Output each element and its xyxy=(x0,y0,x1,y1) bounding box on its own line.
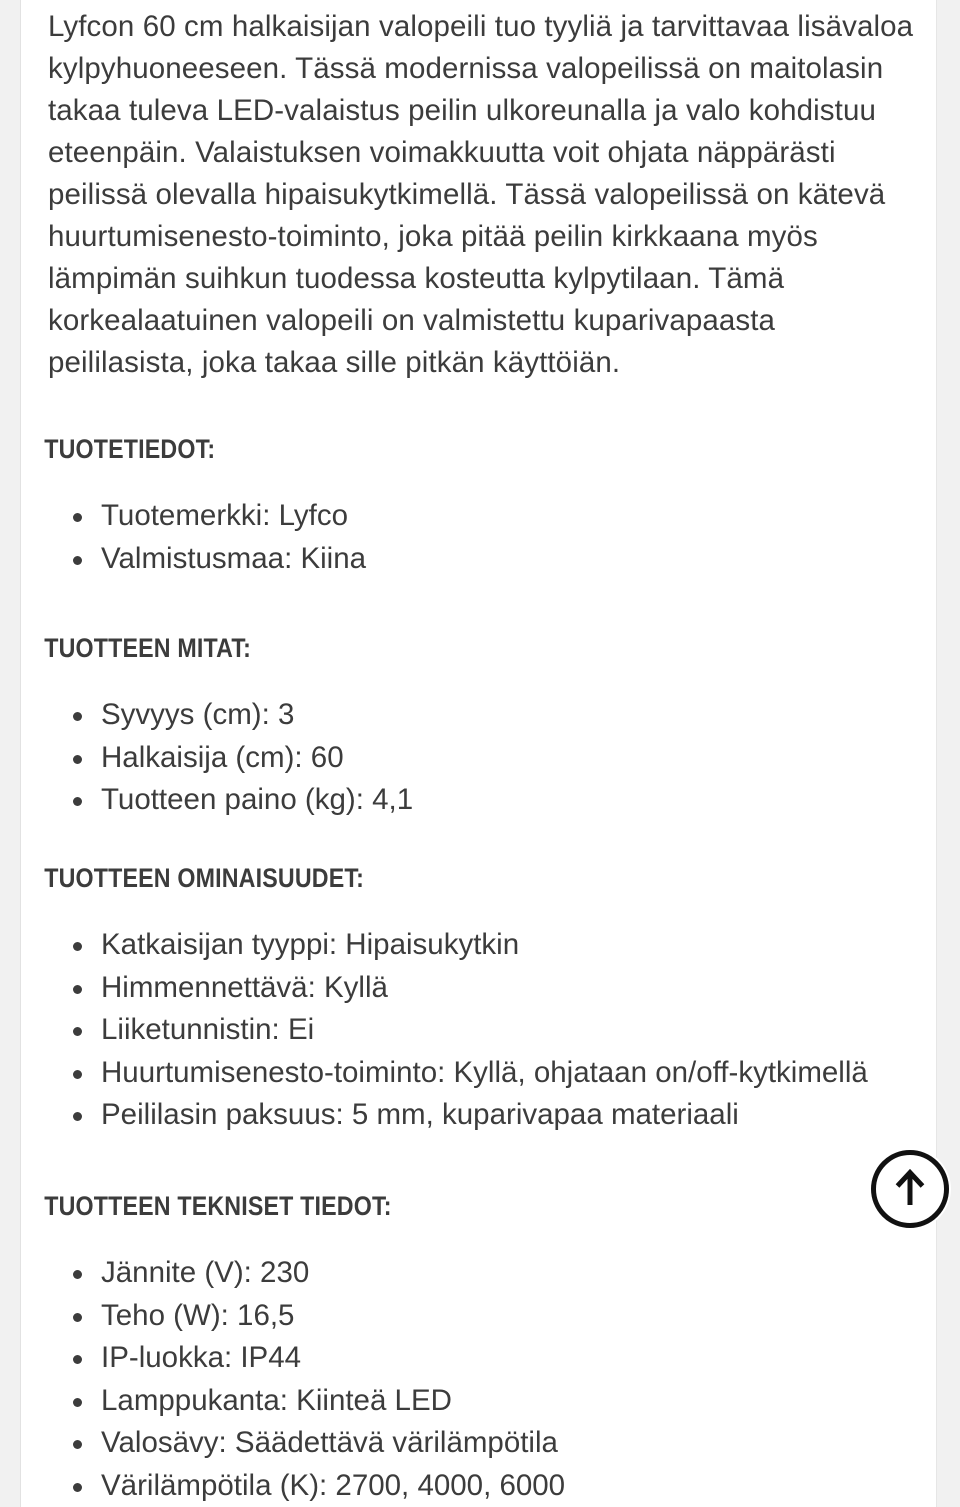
product-description-card xyxy=(20,0,937,1507)
list-item: IP-luokka: IP44 xyxy=(21,1337,937,1380)
list-item: Syvyys (cm): 3 xyxy=(21,694,937,737)
list-item: Värilämpötila (K): 2700, 4000, 6000 xyxy=(21,1465,937,1507)
list-item: Halkaisija (cm): 60 xyxy=(21,737,937,780)
section-tuotteen-ominaisuudet xyxy=(21,861,937,1137)
spec-list-tuotetiedot xyxy=(21,495,937,580)
section-heading-tuotteen-mitat: TUOTTEEN MITAT: xyxy=(44,633,252,663)
list-item: Teho (W): 16,5 xyxy=(21,1295,937,1338)
list-item: Valosävy: Säädettävä värilämpötila xyxy=(21,1422,937,1465)
spec-list-tuotteen-tekniset-tiedot xyxy=(21,1252,937,1507)
spec-list-tuotteen-ominaisuudet xyxy=(21,924,937,1137)
section-tuotteen-mitat xyxy=(21,631,937,822)
list-item: Peililasin paksuus: 5 mm, kuparivapaa materiaali xyxy=(21,1094,937,1137)
list-item: Tuotemerkki: Lyfco xyxy=(21,495,937,538)
list-item: Tuotteen paino (kg): 4,1 xyxy=(21,779,937,822)
list-item: Himmennettävä: Kyllä xyxy=(21,967,937,1010)
section-tuotteen-tekniset-tiedot xyxy=(21,1189,937,1507)
section-heading-tuotteen-ominaisuudet: TUOTTEEN OMINAISUUDET: xyxy=(44,863,365,893)
list-item: Huurtumisenesto-toiminto: Kyllä, ohjataan on/off-kytkimellä xyxy=(21,1052,937,1095)
product-description-paragraph: Lyfcon 60 cm halkaisijan valopeili tuo tyyliä ja tarvittavaa lisävaloa kylpyhuoneeseen. Tässä modernissa valopeilissä on maitolasin takaa tuleva LED-valaistus peilin ulkoreunalla ja valo kohdistuu eteenpäin. Valaistuksen voimakkuutta voit ohjata näppärästi peilissä olevalla hipaisukytkimellä. Tässä valopeilissä on kätevä huurtumisenesto-toiminto, joka pitää peilin kirkkaana myös lämpimän suihkun tuodessa kosteutta kylpytilaan. Tämä korkealaatuinen valopeili on valmistettu kuparivapaasta peililasista, joka takaa sille pitkän käyttöiän. xyxy=(48,10,914,379)
list-item: Lamppukanta: Kiinteä LED xyxy=(21,1380,937,1423)
arrow-up-circle-icon xyxy=(869,1148,951,1230)
list-item: Liiketunnistin: Ei xyxy=(21,1009,937,1052)
section-tuotetiedot xyxy=(21,432,937,580)
spec-list-tuotteen-mitat xyxy=(21,694,937,822)
list-item: Jännite (V): 230 xyxy=(21,1252,937,1295)
section-heading-tuotteen-tekniset-tiedot: TUOTTEEN TEKNISET TIEDOT: xyxy=(44,1191,392,1221)
list-item: Valmistusmaa: Kiina xyxy=(21,538,937,581)
section-heading-tuotetiedot: TUOTETIEDOT: xyxy=(44,434,216,464)
scroll-to-top-button[interactable] xyxy=(869,1148,951,1230)
list-item: Katkaisijan tyyppi: Hipaisukytkin xyxy=(21,924,937,967)
